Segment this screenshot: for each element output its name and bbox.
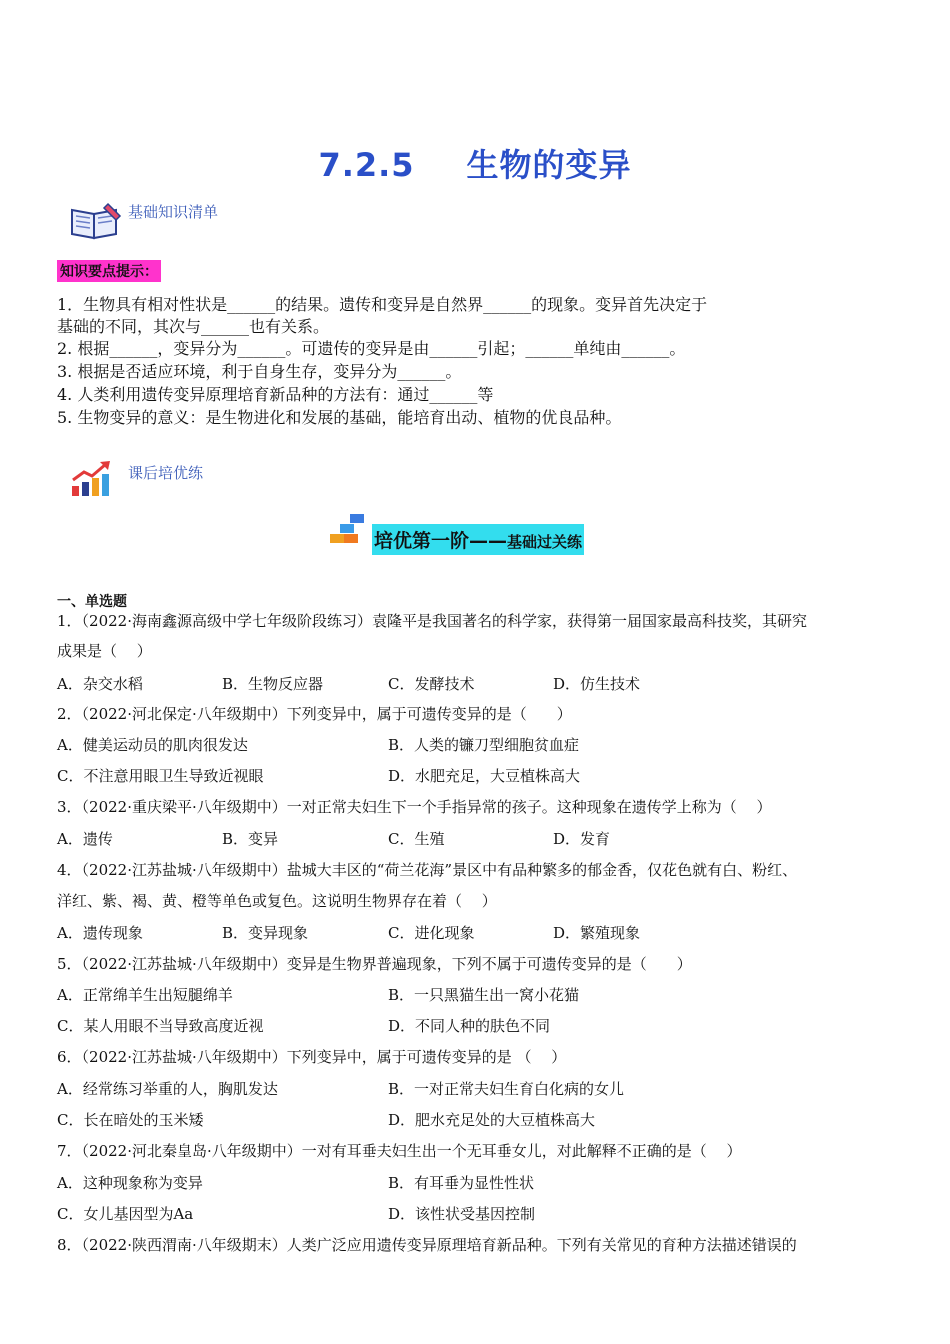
answer-option: C．生殖	[388, 830, 445, 848]
key-point-line: 基础的不同，其次与______也有关系。	[57, 317, 330, 336]
section-label-basics: 基础知识清单	[128, 203, 219, 221]
section-label-practice: 课后培优练	[128, 464, 204, 482]
stage-banner	[372, 524, 584, 555]
question-stem: 7．（2022·河北秦皇岛·八年级期中）一对有耳垂夫妇生出一个无耳垂女儿，对此解释不正确的是（ ）	[57, 1142, 742, 1160]
key-point-line: 3. 根据是否适应环境，利于自身生存，变异分为______。	[57, 362, 462, 381]
answer-option: C．不注意用眼卫生导致近视眼	[57, 767, 264, 785]
answer-option: A．这种现象称为变异	[57, 1174, 203, 1192]
page-title	[0, 140, 950, 186]
question-stem: 3．（2022·重庆梁平·八年级期中）一对正常夫妇生下一个手指异常的孩子。这种现象在遗传学上称为（ ）	[57, 798, 772, 816]
answer-option: C．发酵技术	[388, 675, 475, 693]
answer-option: D．发育	[553, 830, 611, 848]
answer-option: B．变异	[222, 830, 279, 848]
answer-option: C．某人用眼不当导致高度近视	[57, 1017, 264, 1035]
questions-header: 一、单选题	[57, 594, 127, 610]
answer-option: D．仿生技术	[553, 675, 641, 693]
answer-option: A．健美运动员的肌肉很发达	[57, 736, 248, 754]
key-points-header: 知识要点提示：	[57, 260, 161, 282]
title-number: 7.2.5	[318, 146, 415, 184]
question-stem: 5．（2022·江苏盐城·八年级期中）变异是生物界普遍现象，下列不属于可遗传变异的是（ ）	[57, 955, 692, 973]
answer-option: D．水肥充足，大豆植株高大	[388, 767, 581, 785]
book-icon	[68, 202, 124, 242]
answer-option: D．该性状受基因控制	[388, 1205, 536, 1223]
question-stem: 洋红、紫、褐、黄、橙等单色或复色。这说明生物界存在着（ ）	[57, 892, 497, 910]
answer-option: B．一只黑猫生出一窝小花猫	[388, 986, 580, 1004]
answer-option: A．遗传	[57, 830, 113, 848]
answer-option: B．有耳垂为显性性状	[388, 1174, 535, 1192]
answer-option: B．生物反应器	[222, 675, 324, 693]
steps-icon	[328, 512, 372, 546]
answer-option: A．遗传现象	[57, 924, 143, 942]
question-stem: 1．（2022·海南鑫源高级中学七年级阶段练习）袁隆平是我国著名的科学家，获得第一届国家最高科技奖，其研究	[57, 612, 807, 630]
key-point-line: 1．生物具有相对性状是______的结果。遗传和变异是自然界______的现象。变异首先决定于	[57, 295, 708, 314]
answer-option: A．杂交水稻	[57, 675, 143, 693]
answer-option: B．人类的镰刀型细胞贫血症	[388, 736, 580, 754]
answer-option: A．正常绵羊生出短腿绵羊	[57, 986, 233, 1004]
answer-option: D．繁殖现象	[553, 924, 641, 942]
growth-chart-icon	[70, 458, 114, 498]
question-stem: 4．（2022·江苏盐城·八年级期中）盐城大丰区的“荷兰花海”景区中有品种繁多的郁金香，仅花色就有白、粉红、	[57, 861, 798, 879]
answer-option: B．变异现象	[222, 924, 309, 942]
key-point-line: 4. 人类利用遗传变异原理培育新品种的方法有：通过______等	[57, 385, 494, 404]
key-point-line: 5. 生物变异的意义：是生物进化和发展的基础，能培育出动、植物的优良品种。	[57, 408, 622, 427]
question-stem: 成果是（ ）	[57, 642, 152, 660]
answer-option: C．长在暗处的玉米矮	[57, 1111, 204, 1129]
answer-option: D．肥水充足处的大豆植株高大	[388, 1111, 596, 1129]
answer-option: B．一对正常夫妇生育白化病的女儿	[388, 1080, 625, 1098]
title-text: 生物的变异	[466, 146, 632, 184]
key-point-line: 2. 根据______，变异分为______。可遗传的变异是由______引起；______单纯由______。	[57, 339, 686, 358]
answer-option: A．经常练习举重的人，胸肌发达	[57, 1080, 278, 1098]
question-stem: 2．（2022·河北保定·八年级期中）下列变异中，属于可遗传变异的是（ ）	[57, 705, 572, 723]
question-stem: 8．（2022·陕西渭南·八年级期末）人类广泛应用遗传变异原理培育新品种。下列有关常见的育种方法描述错误的	[57, 1236, 797, 1254]
question-stem: 6．（2022·江苏盐城·八年级期中）下列变异中，属于可遗传变异的是 （ ）	[57, 1048, 567, 1066]
answer-option: C．女儿基因型为Aa	[57, 1205, 194, 1223]
answer-option: D．不同人种的肤色不同	[388, 1017, 551, 1035]
answer-option: C．进化现象	[388, 924, 475, 942]
stage-banner-sub: 基础过关练	[507, 533, 583, 551]
stage-banner-main: 培优第一阶——	[374, 530, 508, 552]
